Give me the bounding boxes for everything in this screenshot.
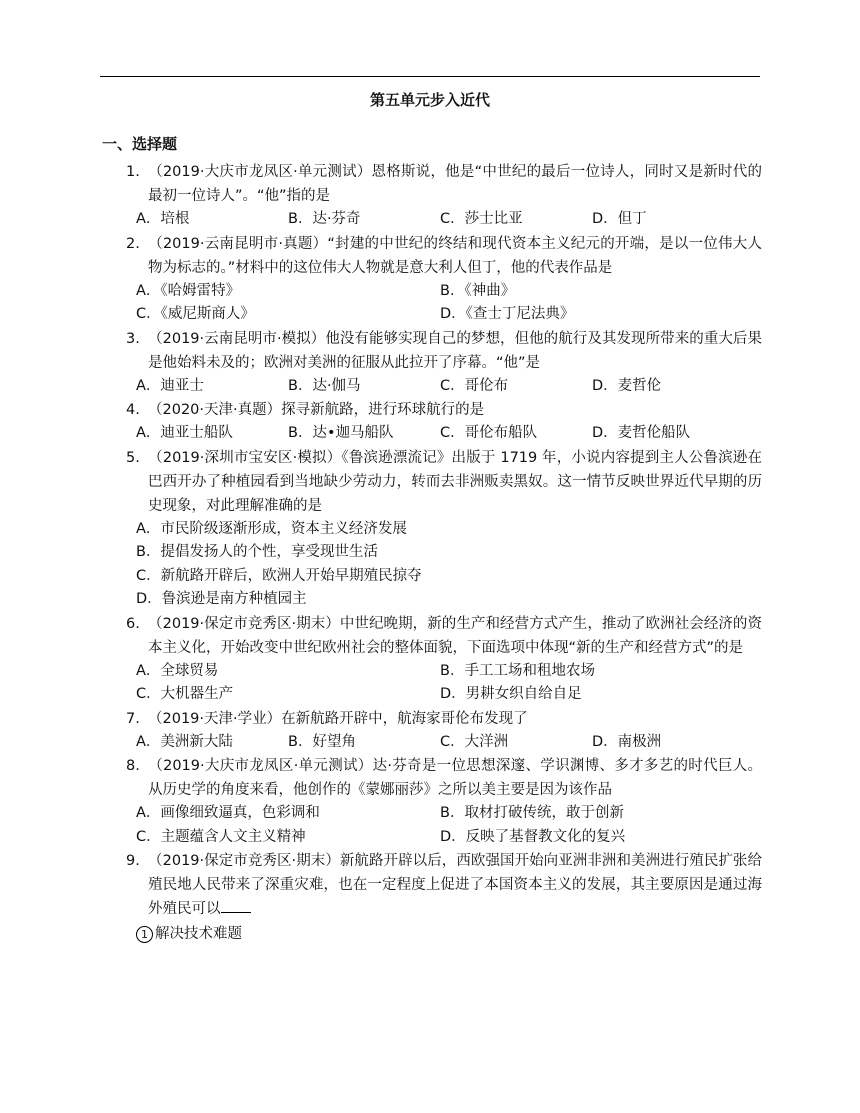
option-b[interactable]: B．取材打破传统，敢于创新 [440, 805, 624, 821]
circled-number: 1 [136, 926, 153, 943]
question-7 [102, 707, 762, 755]
option-d[interactable]: D．《查士丁尼法典》 [440, 306, 575, 322]
question-text: （2019·保定市竞秀区·期末）新航路开辟以后，西欧强国开始向亚洲非洲和美洲进行殖民扩张给殖民地人民带来了深重灾难，也在一定程度上促进了本国资本主义的发展，其主要原因是通过海外殖民可以 [148, 853, 762, 917]
question-text: （2019·大庆市龙凤区·单元测试）达·芬奇是一位思想深邃、学识渊博、多才多艺的时代巨人。从历史学的角度来看，他创作的《蒙娜丽莎》之所以美主要是因为该作品 [148, 758, 762, 798]
numbered-item [102, 921, 762, 947]
option-d[interactable]: D．麦哲伦 [592, 377, 662, 394]
option-a[interactable]: A．迪亚士船队 [136, 425, 233, 441]
option-a[interactable]: A．迪亚士 [136, 377, 204, 394]
question-stem [114, 849, 762, 921]
option-a[interactable]: A．画像细致逼真，色彩调和 [136, 805, 320, 821]
page-title: 第五单元步入近代 [369, 91, 490, 109]
option-c[interactable]: C．大机器生产 [136, 686, 234, 702]
option-a[interactable]: A．全球贸易 [136, 662, 219, 679]
question-number: 4. [126, 402, 140, 418]
answer-blank[interactable] [221, 898, 251, 913]
question-8 [102, 754, 762, 849]
question-stem [114, 612, 762, 660]
option-d[interactable]: D．麦哲伦船队 [592, 425, 691, 441]
option-list [102, 802, 762, 849]
question-4 [102, 398, 762, 446]
option-c[interactable]: C．新航路开辟后，欧洲人开始早期殖民掠夺 [136, 567, 422, 584]
question-6 [102, 612, 762, 707]
option-c[interactable]: C．大洋洲 [440, 733, 509, 750]
option-d[interactable]: D．男耕女织自给自足 [440, 686, 582, 702]
question-text: （2019·保定市竞秀区·期末）中世纪晚期，新的生产和经营方式产生，推动了欧洲社会经济的资本主义化，开始改变中世纪欧州社会的整体面貌，下面选项中体现“新的生产和经营方式”的是 [148, 615, 762, 656]
option-list [102, 660, 762, 707]
option-list [102, 208, 762, 232]
option-c[interactable]: C．莎士比亚 [440, 211, 523, 227]
question-number: 3. [126, 330, 140, 347]
question-1 [102, 160, 762, 232]
question-text: （2019·云南昆明市·真题）“封建的中世纪的终结和现代资本主义纪元的开端，是以一位伟大人物为标志的。”材料中的这位伟大人物就是意大利人但丁，他的代表作品是 [148, 235, 762, 276]
option-c[interactable]: C．哥伦布船队 [440, 425, 538, 441]
question-2 [102, 232, 762, 327]
item-text: 解决技术难题 [155, 926, 242, 942]
option-b[interactable]: B．好望角 [288, 733, 356, 750]
header-rule [100, 76, 760, 77]
question-text: （2019·天津·学业）在新航路开辟中，航海家哥伦布发现了 [148, 710, 528, 727]
option-a[interactable]: A．市民阶级逐渐形成，资本主义经济发展 [136, 520, 407, 537]
option-b[interactable]: B．达•迦马船队 [288, 425, 394, 441]
question-number: 2. [126, 235, 140, 252]
option-c[interactable]: C．《威尼斯商人》 [136, 306, 255, 322]
question-3 [102, 327, 762, 399]
question-text: （2019·深圳市宝安区·模拟）《鲁滨逊漂流记》出版于 1719 年，小说内容提到主人公鲁滨逊在巴西开办了种植园看到当地缺少劳动力，转而去非洲贩卖黑奴。这一情节反映世界近代早期的历史现象，对此理解准确的是 [148, 449, 762, 514]
option-b[interactable]: B．《神曲》 [440, 282, 516, 299]
question-number: 1. [126, 164, 140, 180]
option-list [102, 375, 762, 399]
option-a[interactable]: A．《哈姆雷特》 [136, 282, 241, 299]
option-b[interactable]: B．提倡发扬人的个性，享受现世生活 [136, 544, 378, 560]
option-list [102, 280, 762, 327]
question-stem [114, 160, 762, 208]
option-a[interactable]: A．培根 [136, 211, 190, 227]
question-text: （2019·大庆市龙凤区·单元测试）恩格斯说，他是“中世纪的最后一位诗人，同时又是新时代的最初一位诗人”。“他”指的是 [148, 164, 762, 204]
question-number: 9. [126, 853, 140, 869]
question-9 [102, 849, 762, 947]
question-text: （2019·云南昆明市·模拟）他没有能够实现自己的梦想，但他的航行及其发现所带来的重大后果是他始料未及的；欧洲对美洲的征服从此拉开了序幕。“他”是 [148, 330, 762, 371]
question-number: 5. [126, 449, 140, 466]
option-b[interactable]: B．达·芬奇 [288, 211, 361, 227]
option-b[interactable]: B．达·伽马 [288, 377, 361, 394]
section-heading: 一、选择题 [102, 135, 178, 153]
option-d[interactable]: D．南极洲 [592, 733, 662, 750]
question-number: 6. [126, 615, 140, 632]
option-list [102, 731, 762, 755]
question-stem [114, 327, 762, 375]
question-stem [114, 754, 762, 802]
option-d[interactable]: D．但丁 [592, 211, 647, 227]
option-c[interactable]: C．主题蕴含人文主义精神 [136, 828, 306, 845]
question-5 [102, 446, 762, 612]
question-stem [114, 446, 762, 518]
option-d[interactable]: D．反映了基督教文化的复兴 [440, 828, 626, 845]
question-number: 8. [126, 758, 140, 774]
option-d[interactable]: D．鲁滨逊是南方种植园主 [136, 591, 307, 607]
question-stem [114, 232, 762, 280]
question-stem [114, 707, 762, 731]
question-stem [114, 398, 762, 422]
option-b[interactable]: B．手工工场和租地农场 [440, 662, 595, 679]
option-list [102, 422, 762, 446]
option-a[interactable]: A．美洲新大陆 [136, 733, 233, 750]
question-number: 7. [126, 710, 140, 727]
option-list [102, 518, 762, 612]
question-list [102, 160, 762, 947]
question-text: （2020·天津·真题）探寻新航路，进行环球航行的是 [148, 402, 485, 418]
option-c[interactable]: C．哥伦布 [440, 377, 509, 394]
